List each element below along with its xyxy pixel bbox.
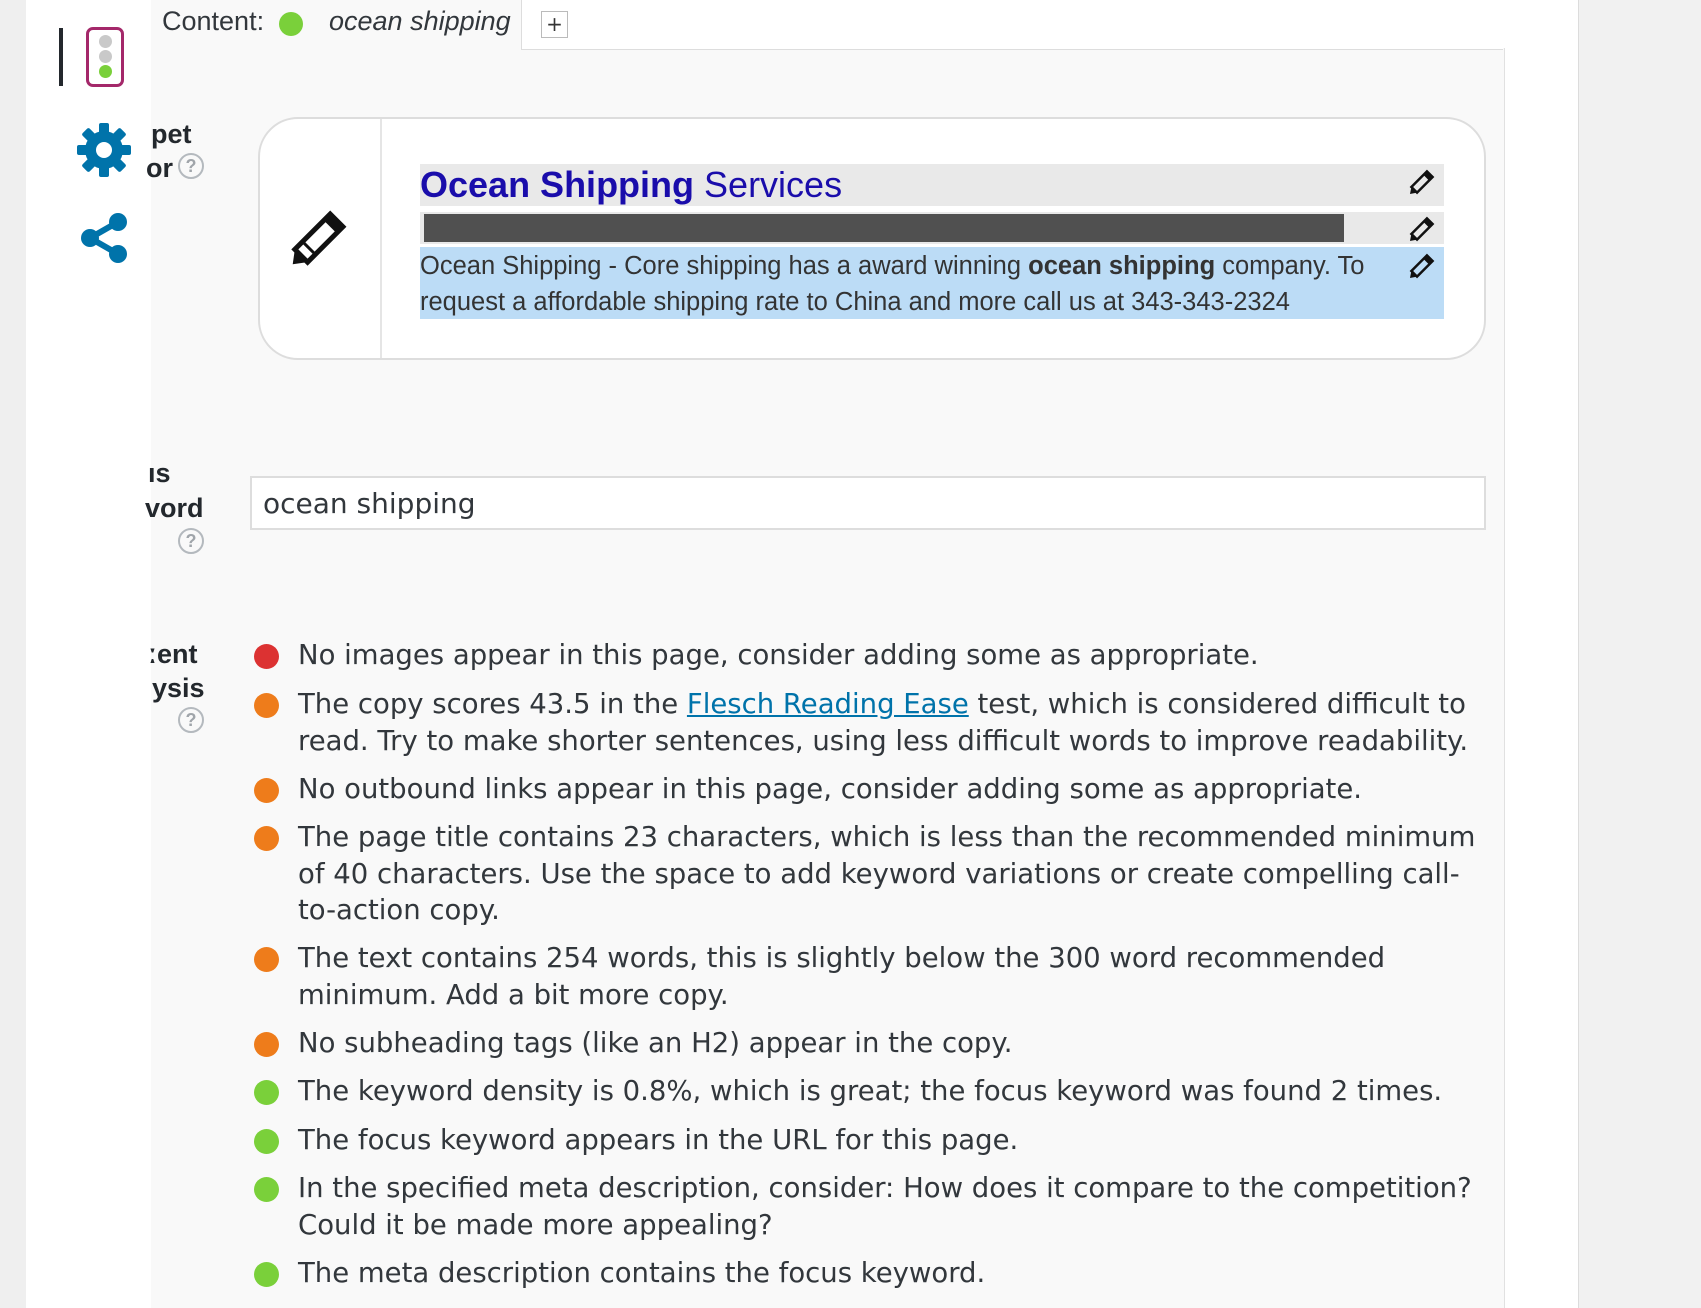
- snippet-description[interactable]: [420, 248, 1400, 320]
- focus-keyword-label-2: vord: [145, 493, 204, 523]
- content-analysis-label-2: ysis: [152, 673, 205, 703]
- snippet-desc-keyword: ocean shipping: [1028, 252, 1216, 280]
- status-bullet: [254, 693, 279, 718]
- analysis-text: In the specified meta description, consider: How does it compare to the competition? Could it be made more appealing?: [298, 1172, 1472, 1241]
- edit-description-pencil-icon[interactable]: [1408, 252, 1436, 280]
- analysis-text-after: test, which is considered difficult to read. Try to make shorter sentences, using less difficult words to improve readability.: [298, 688, 1469, 757]
- status-bullet: [254, 1177, 279, 1202]
- snippet-desc-part1: Ocean Shipping - Core shipping has a award winning: [420, 252, 1029, 280]
- gear-icon[interactable]: [76, 122, 132, 178]
- status-bullet: [254, 644, 279, 669]
- snippet-title-rest: Services: [694, 164, 843, 205]
- status-bullet: [254, 1262, 279, 1287]
- status-bullet: [254, 947, 279, 972]
- edit-slug-pencil-icon[interactable]: [1408, 215, 1436, 243]
- analysis-text: The focus keyword appears in the URL for this page.: [298, 1124, 1019, 1156]
- page-background-right: [1578, 0, 1701, 1308]
- analysis-text: No subheading tags (like an H2) appear in the copy.: [298, 1027, 1013, 1059]
- share-icon[interactable]: [80, 212, 130, 264]
- analysis-text: The text contains 254 words, this is slightly below the 300 word recommended minimum. Add a bit more copy.: [298, 942, 1386, 1011]
- active-tab-indicator: [59, 28, 63, 86]
- snippet-help-icon[interactable]: ?: [178, 153, 204, 179]
- snippet-desc-part2: company. To request a affordable shipping rate to China and more call us at 343-343-2324: [420, 252, 1365, 316]
- analysis-text: The meta description contains the focus keyword.: [298, 1257, 986, 1289]
- analysis-text-before: The copy scores 43.5 in the: [298, 688, 687, 720]
- analysis-text: The page title contains 23 characters, which is less than the recommended minimum of 40 characters. Use the space to add keyword variations or create compelling call-to-action copy.: [298, 821, 1476, 926]
- snippet-editor-label-2: or: [146, 153, 173, 183]
- snippet-url-redacted: [424, 214, 1344, 242]
- snippet-divider: [380, 119, 382, 358]
- focus-keyword-label: ıs: [148, 458, 171, 488]
- content-analysis-help-icon[interactable]: ?: [178, 707, 204, 733]
- traffic-light-icon[interactable]: [86, 27, 124, 87]
- add-keyword-button[interactable]: +: [541, 11, 568, 38]
- analysis-text: [298, 686, 1488, 759]
- metabox-side-tabs: [26, 0, 152, 1308]
- focus-keyword-help-icon[interactable]: ?: [178, 528, 204, 554]
- status-bullet: [254, 1032, 279, 1057]
- status-bullet: [254, 826, 279, 851]
- pencil-icon[interactable]: [290, 205, 352, 267]
- tab-content-label: Content:: [162, 6, 265, 36]
- row-labels: [145, 0, 241, 1308]
- snippet-title-keyword: Ocean Shipping: [420, 164, 695, 205]
- tab-keyword-label[interactable]: ocean shipping: [329, 6, 511, 36]
- flesch-reading-ease-link[interactable]: Flesch Reading Ease: [686, 688, 969, 720]
- snippet-editor-label: pet: [151, 119, 192, 149]
- status-bullet: [254, 1129, 279, 1154]
- analysis-text: The keyword density is 0.8%, which is great; the focus keyword was found 2 times.: [298, 1075, 1443, 1107]
- snippet-title[interactable]: [420, 164, 842, 206]
- status-bullet: [254, 1080, 279, 1105]
- edit-title-pencil-icon[interactable]: [1408, 168, 1436, 196]
- focus-keyword-input[interactable]: ocean shipping: [250, 476, 1486, 530]
- content-analysis-label: ːent: [148, 639, 198, 669]
- status-bullet: [254, 778, 279, 803]
- tab-status-dot: [279, 12, 303, 36]
- analysis-text: No outbound links appear in this page, consider adding some as appropriate.: [298, 773, 1363, 805]
- page-background-left: [0, 0, 26, 1308]
- analysis-text: No images appear in this page, consider adding some as appropriate.: [298, 639, 1259, 671]
